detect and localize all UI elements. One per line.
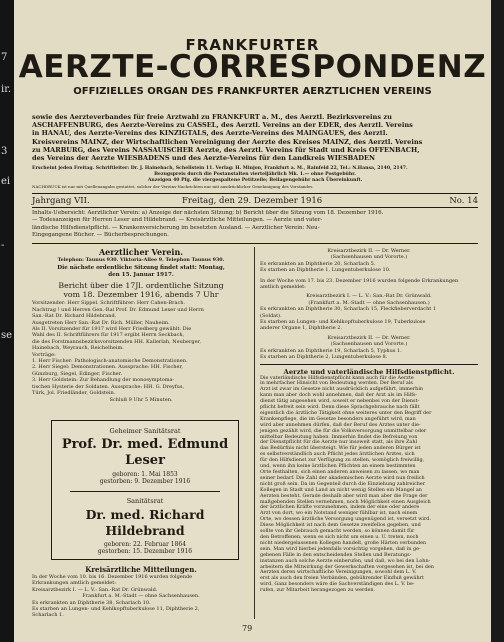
divider [260, 364, 478, 365]
kreis-line: Es erkrankten an Diphtherie 38, Scharlach 10. [32, 599, 151, 606]
next-meeting-line: den 15. Januar 1917. [108, 272, 174, 279]
report-line: tischen Hysterie der Soldaten. Aussprache: HH. G. Dreyfus, [32, 383, 185, 390]
kreis-section [32, 565, 250, 619]
report-title-line: Bericht über die 17Jl. ordentliche Sitzung [58, 281, 224, 291]
intro-line: sowie des Aerzteverbandes für freie Arztwahl zu FRANKFURT a. M., des Aerztl. Bezirksvereins zu [32, 113, 392, 121]
article-line: in mehrfacher Hinsicht von Bedeutung werden. Der Beruf als [260, 380, 413, 387]
toc-line: ländische Hilfsdienstpflicht. — Krankenversicherung im besetzten Ausland. — Aerztlicher Verein: Neu- [32, 224, 320, 231]
section-heading: Aerztlicher Verein. [98, 247, 184, 257]
right-column [260, 248, 478, 594]
district-title: Kreisarztbezirk II. — Dr. Werner. [327, 248, 411, 254]
report-line: 3. Herr Goldstein: Zur Behandlung der monosymptoma- [32, 377, 175, 384]
district-head [260, 248, 478, 261]
left-column [32, 247, 250, 403]
article-line: wird. Ganz besonders wäre die Sachverständigen des L. V. be- [260, 581, 415, 588]
article-line: Arzt von dort, wo ein Notstand weniger fühlbar ist, nach einem [260, 510, 418, 517]
report-line: Schluß 9 Uhr 5 Minuten. [109, 396, 173, 403]
district-subtitle: (Sachsenhausen und Vororte.) [330, 341, 408, 348]
district-line: Es starben an Diphtherie 2, Lungentuberkulose 8. [260, 354, 388, 361]
article-line: dienst tätig angesehen wird, soweit er nebenbei von der Dienst- [260, 398, 420, 405]
divider [32, 207, 478, 208]
article-line: Orte festhalten, sich einen anderen anweisen zu lassen, wo man [260, 469, 420, 475]
article-line: der ärztlichen Kräfte vorzunehmen, indem der eine oder andere [260, 504, 420, 511]
report-title [32, 281, 250, 299]
article-line: nicht groß sein. Da im Gegenteil durch die Einziehung zahlreicher [260, 480, 426, 487]
kreis-line: In der Woche vom 10. bis 16. Dezember 1916 wurden folgende [32, 574, 193, 580]
side-fragment: ei [1, 176, 11, 187]
side-fragment: se [1, 330, 13, 341]
affiliation-paragraph [32, 113, 478, 162]
publisher-info [32, 166, 478, 190]
report-line: Hainebach, Weyrauch, Reichelheim. [32, 345, 124, 352]
obituary-died: gestorben: 15. Dezember 1916 [97, 548, 193, 555]
obituary-born: geboren: 1. Mai 1853 [112, 471, 178, 478]
district-line: (Soldat). [260, 312, 282, 319]
article-line: rufen, zur Mitarbeit herangezogen zu werden. [260, 587, 376, 594]
district-line: Es erkrankten an Diphtherie 30, Scharlach 15, Fleckfieberverdacht 1 [260, 306, 437, 313]
report-line: Türk, Jol. Friedländer, Goldstein. [32, 390, 116, 397]
publisher-line: Bezugspreis durch die Postanstalten vierteljährlich Mk. 1.— ohne Postgebühr. [154, 172, 356, 177]
intro-line: in HANAU, des Aerzte-Vereins des KINZIGTALS, des Aerzte-Vereins des MAINGAUES, des Aerztl. [32, 129, 388, 138]
article-line: kann man aber doch wohl annehmen, daß der Arzt als im Hilfs- [260, 392, 418, 399]
kreis-line: Erkrankungen amtlich gemeldet: [32, 580, 116, 587]
obituary-name: Dr. med. Richard Hildebrand [85, 507, 205, 538]
obituary-title: Geheimer Sanitätsrat [109, 427, 181, 435]
next-meeting-notice [32, 265, 250, 279]
intro-line: des Vereins der Aerzte WIESBADENS und des Aerzte-Vereins für den Landkreis WIESBADEN [32, 154, 376, 163]
district-line: Es starben an Lungen- und Kehlkopftuberkulose 19, Tuberkulose [260, 319, 426, 326]
article-line: Kollegen in Stadt und Land an nicht wenig Stellen ein Mangel an [260, 486, 422, 493]
article-line: Diese Möglichkeit ist nach dem Gesetze zweifellos gegeben, und [260, 522, 421, 529]
obituary-died: gestorben: 9. Dezember 1916 [99, 478, 191, 485]
section-heading: Kreisärztliche Mitteilungen. [85, 565, 197, 574]
document-page [14, 0, 491, 642]
report-line: Ausgetreten Herr San.-Rat Dr. Rich. Müller, Nauheim. [32, 319, 170, 326]
intro-line: ASCHAFFENBURG, des Aerzte-Vereins zu CASSEL, des Aerztl. Vereins an der EDER, des Aerztl. Vereins [32, 121, 413, 130]
article-heading: Aerzte und vaterländische Hilfsdienstpflicht. [283, 367, 455, 376]
article-line: jenigen gezählt wird, die für die Volksversorgung unmittelbar oder [260, 427, 427, 434]
kreis-line: Es starben an Lungen- und Kehlkopftuberkulose 11, Diphtherie 2, [32, 606, 200, 613]
obituary-divider [70, 491, 220, 492]
article-line: Krankenpflege, die im Gesetze besonders angeführt wird, man [260, 415, 416, 422]
article-line: Die vaterländische Hilfsdienstpflicht kann auch für die Aerzte [260, 374, 414, 381]
side-fragment: - [1, 240, 5, 251]
publisher-line: Erscheint jeden Freitag. Schriftleiter: Dr. J. Hainebach, Schellstein 11. Verlag: H. Minjon, Frankfurt a. M., Rainfeld 22, Tel.: N.Hansa, 2140, 2147. [32, 166, 408, 171]
next-meeting-line: Die nächste ordentliche Sitzung findet statt: Montag, [57, 265, 225, 272]
article-line: pflicht befreit sein wird. Denn diese Sprachgebrauche nach fällt [260, 404, 420, 411]
divider [32, 193, 478, 194]
article-line: mittelbar Bedeutung haben. Immerhin findet die Befreiung von [260, 433, 418, 440]
district-head [260, 335, 478, 348]
article-line: und, wenn ihn keine ärztlichen Pflichten an einem bestimmten [260, 463, 416, 470]
article-line: der Dienstpflicht für die Aerzte nur insoweit statt, als ihre Zahl [260, 439, 418, 446]
district-line: Es erkrankten an Diphtherie 19, Scharlach 5, Typhus 1. [260, 347, 402, 354]
toc-line: — Todesanzeigen für Herren Leser und Hildebrand. — Kreisärztliche Mitteilungen. — Aerzte und vater- [32, 217, 323, 224]
kreis-line: Scharlach 1. [32, 612, 64, 619]
toc-line: Inhalts-Uebersicht: Aerztlicher Verein: a) Anzeige der nächsten Sitzung; b) Bericht über die Sitzung vom 18. Dezember 1916. [32, 210, 384, 216]
obituary-box [51, 420, 239, 560]
article-line: arbeitern die Mitwirkung der Gewerkschaften vorgesehen ist, bei den [260, 563, 434, 570]
district-subtitle: (Frankfurt a. M.-Stadt — ohne Sachsenhausen.) [308, 299, 430, 306]
telephone-line: Telephon: Taunus 930. Viktoria-Allee 9. Telephon Taunus 930. [57, 257, 225, 263]
kreis-line: Frankfurt a. M.-Stadt — ohne Sachsenhausen. [82, 593, 200, 600]
report-line: Wahl des II. Schriftführers für 1917 ergibt Herrn Seckbach, [32, 332, 185, 339]
article-line: maßgebenden Stellen vernehmen, noch Möglichkeit einen Ausgleich [260, 498, 431, 505]
article-line: gebenen Fälle in den entscheidenden Stellen und Beratungs- [260, 551, 412, 558]
report-line: Vorträge: [32, 351, 56, 358]
issue-number: No. 14 [449, 196, 478, 206]
publisher-line: NACHDRUCK ist nur mit Quellenangabe gestattet, solcher der Vereins-Nachrichten nur mit ausdrücklicher Genehmigung des Vorstandes. [32, 184, 314, 189]
divider [32, 243, 478, 244]
masthead-title: AERZTE-CORRESPONDENZ [18, 49, 487, 85]
district-title: Kreisarztbezirk I. — L. V.: San.-Rat Dr. Grünwald. [306, 293, 432, 300]
report-line: 2. Herr Siegel: Demonstrationen. Aussprache: HH. Fischer, [32, 364, 183, 371]
district-head [260, 293, 478, 306]
article-line: seiner bedarf. Die Zahl der akademischen Aerzte wird nun freilich [260, 474, 425, 481]
side-fragment: 7 [1, 52, 8, 63]
intro-line: Kreisvereins MAINZ, der Wirtschaftlichen Vereinigung der Aerzte des Kreises MAINZ, des Aerztl. Vereins [32, 137, 423, 146]
right-book-edge [491, 0, 504, 642]
table-of-contents [32, 210, 478, 240]
masthead-line-frankfurter: FRANKFURTER [185, 36, 320, 54]
article-line: wird aber annehmen dürfen, daß der Beruf des Arztes unter die- [260, 421, 421, 428]
article-line: Aerzten besteht. Gerade deshalb aber wird man aber die Frage der [260, 492, 428, 499]
obituary-name: Prof. Dr. med. Edmund Leser [61, 437, 229, 468]
kreis-line: Kreisarztbezirk I. — L. V.: San.-Rat Dr. Grünwald. [32, 586, 158, 593]
column-divider [254, 247, 255, 619]
article-line: sollte von ihr Gebrauch gemacht werden, so können damit für [260, 528, 415, 535]
publisher-line: Anzeigen 40 Pfg. die viergespaltene Petitzeile; Beilagengebühr nach Übereinkunft. [147, 178, 363, 183]
report-line: Vorsitzender: Herr Sippel. Schriftführer: Herr Cahen-Brach. [32, 300, 186, 307]
report-line: Günzburg, Siegel, Edinger, Fischer. [32, 370, 123, 377]
district-line: Es starben an Diphtherie 1, Lungentuberkulose 10. [260, 267, 391, 274]
masthead [14, 36, 491, 97]
district-title: Kreisarztbezirk II. — Dr. Werner. [327, 334, 411, 341]
article-line: Orte, wo dessen ärztliche Versorgung ungenügend ist, versetzt wird. [260, 516, 431, 523]
article-line: für den Hilfsdienst zur Verfügung zu stellen, womöglich freiwillig, [260, 457, 425, 464]
obituary-title: Sanitätsrat [126, 497, 164, 505]
report-line: Als II. Vorsitzender für 1917 wird Herr Friedberg gewählt. Die [32, 326, 192, 333]
side-fragment: ir. [1, 84, 12, 95]
article-line: instanzen auch solche Aerzte einberufen, und daß, wo bei den Lohn- [260, 557, 431, 564]
report-line: Nachtrag ! und Herren Gen.-Ral Prof. Dr. Edmund Lexer und Herrn [32, 306, 204, 313]
week-notice: In der Woche vom 17. bis 23. Dezember 1916 wurden folgende Erkrankungen amtlich gemeldet: [260, 277, 459, 291]
issue-date: Freitag, den 29. Dezember 1916 [182, 196, 323, 206]
article-line: eigentlich die ärztliche Tätigkeit ohne weiteres unter den Begriff der [260, 409, 432, 416]
article-line: Arzt ist zwar im Gesetze nicht ausdrücklich aufgeführt, immerhin [260, 386, 424, 393]
toc-line: Eingegangene Bücher. — Bücherbesprechungen. [32, 232, 169, 239]
report-line: San.-Rat Dr. Richard Hildebrand. [32, 313, 117, 320]
article-line: es selbstverständlich auch Pflicht jedes ärztlichen Arztes, sich [260, 451, 415, 458]
article-line: sein. Man wird hierbei jedenfalls vorsichtig vorgehen, daß in ge- [260, 545, 421, 552]
article-line: das Bedürfnis nicht übersteigt. Wie für jeden anderen Bürger ist [260, 445, 421, 452]
report-title-line: vom 18. Dezember 1916, abends 7 Uhr [63, 290, 219, 300]
district-subtitle: (Sachsenhausen und Vororte.) [330, 254, 408, 261]
intro-line: zu MARBURG, des Vereins NASSAUISCHER Aerzte, des Aerztl. Vereins für Stadt und Kreis OFFENBACH, [32, 145, 420, 154]
report-line: die des Forstmannsbezirksvorsitzenden HH. Kallerlah, Neuberger, [32, 338, 201, 345]
article-line: Aerzten deren wirtschaftliche Vereinigungen, sowohl dem L. V. [260, 569, 417, 576]
page-number: 79 [242, 624, 253, 633]
district-line: Es erkrankten an Diphtherie 20, Scharlach 5. [260, 260, 376, 267]
district-line: anderer Organe 1, Diphtherie 2. [260, 325, 343, 332]
masthead-subtitle: OFFIZIELLES ORGAN DES FRANKFURTER AERZTLICHEN VEREINS [73, 86, 432, 97]
volume-label: Jahrgang VII. [32, 196, 90, 206]
report-line: 1. Herr Fischer: Pathologisch-anatomische Demonstrationen. [32, 358, 188, 365]
report-body [32, 300, 250, 403]
left-book-gutter [0, 0, 14, 642]
article-line: erst als auch den freien Verbänden, gebührender Einfluß gewährt [260, 575, 424, 582]
side-fragment: 3 [1, 146, 8, 157]
article-line: nicht niedergelassenen Kollegen handelt, große Härten verbunden [260, 539, 427, 546]
article-body [260, 376, 478, 595]
obituary-born: geboren: 22. Februar 1864 [103, 541, 187, 548]
article-line: den Betroffenen, wenn es sich nicht um einen u. U. treten, noch [260, 533, 419, 540]
